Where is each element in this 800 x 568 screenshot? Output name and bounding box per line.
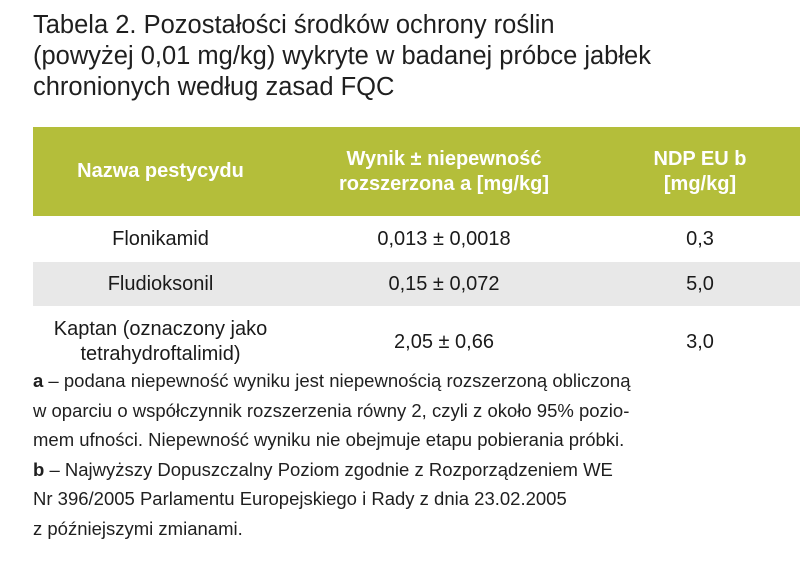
title-line-3: chronionych według zasad FQC (33, 73, 395, 101)
cell-pesticide-name: Flonikamid (112, 227, 209, 250)
cell-result: 0,15 ± 0,072 (288, 262, 600, 306)
footnote-b-marker: b (33, 458, 45, 480)
pesticide-table (33, 127, 800, 378)
header-result-line-2: rozszerzona a [mg/kg] (338, 172, 550, 195)
footnote-b-text-1: – Najwyższy Dopuszczalny Poziom zgodnie z Rozporządzeniem WE (44, 458, 613, 480)
cell-ndp: 3,0 (686, 330, 714, 353)
footnote-a-line-2: w oparciu o współczynnik rozszerzenia równy 2, czyli z około 95% pozio- (33, 399, 630, 421)
footnote-a-text-1: – podana niepewność wyniku jest niepewnością rozszerzoną obliczoną (43, 370, 631, 391)
table-title (33, 10, 783, 103)
cell-ndp: 5,0 (600, 262, 800, 306)
header-ndp (600, 127, 800, 216)
cell-result: 2,05 ± 0,66 (394, 330, 494, 353)
header-pesticide-name: Nazwa pestycydu (33, 127, 288, 216)
table-header-row (33, 127, 800, 216)
title-line-1: Tabela 2. Pozostałości środków ochrony roślin (33, 11, 555, 39)
table-row (33, 216, 800, 262)
footnote-a-line-3: mem ufności. Niepewność wyniku nie obejmuje etapu pobierania próbki. (33, 429, 625, 450)
cell-pesticide-name: Fludioksonil (33, 262, 288, 306)
footnotes (33, 366, 773, 543)
footnote-b-line-2: Nr 396/2005 Parlamentu Europejskiego i Rady z dnia 23.02.2005 (33, 488, 567, 509)
table-row (33, 262, 800, 306)
cell-result: 0,013 ± 0,0018 (377, 227, 511, 250)
footnote-a-marker: a (33, 370, 44, 391)
cell-pesticide-name-line-2: tetrahydroftalimid) (80, 343, 241, 365)
footnote-b-line-3: z późniejszymi zmianami. (33, 517, 243, 539)
cell-ndp: 0,3 (686, 227, 714, 250)
title-line-2: (powyżej 0,01 mg/kg) wykryte w badanej próbce jabłek (33, 42, 651, 70)
header-ndp-line-1: NDP EU b (653, 147, 747, 170)
header-result (288, 127, 600, 216)
footnote-a-line-1 (33, 366, 773, 396)
header-ndp-line-2: [mg/kg] (663, 172, 737, 195)
footnote-b-line-1 (33, 455, 773, 485)
header-result-line-1: Wynik ± niepewność (346, 147, 542, 170)
cell-pesticide-name-line-1: Kaptan (oznaczony jako (53, 318, 268, 340)
